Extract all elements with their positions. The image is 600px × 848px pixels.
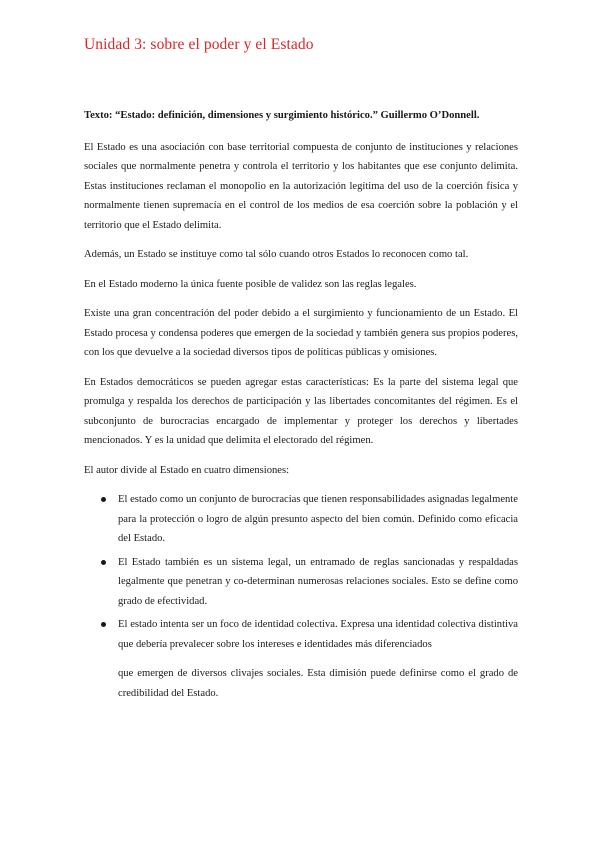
paragraph-recognition: Además, un Estado se instituye como tal sólo cuando otros Estados lo reconocen como tal. <box>84 249 469 260</box>
list-item-text: El estado como un conjunto de burocracias que tienen responsabilidades asignadas legalmente para la protección o logro de algún presunto aspecto del bien común. Definido como eficacia del Estado. <box>118 494 518 544</box>
paragraph-dimensions-intro: El autor divide al Estado en cuatro dimensiones: <box>84 464 290 476</box>
paragraph-definition: El Estado es una asociación con base territorial compuesta de conjunto de instituciones y relaciones sociales que normalmente penetra y controla el territorio y los habitantes que ese conjunto delimita. Estas instituciones reclaman el monopolio en la autorización legítima del uso de la coerción física y normalmente tienen supremacía en el control de los medios de esa coerción sobre la población y el territorio que el Estado delimita. <box>84 141 518 231</box>
list-item-text: El Estado también es un sistema legal, un entramado de reglas sancionadas y respaldadas legalmente que penetran y co-determinan numerosas relaciones sociales. Esto se define como grado de efectividad. <box>118 556 518 607</box>
bullet-icon <box>101 560 106 565</box>
list-item <box>84 490 518 549</box>
list-item <box>84 553 518 612</box>
paragraph-democratic: En Estados democráticos se pueden agregar estas características: Es la parte del sistema legal que promulga y respalda los derechos de participación y las libertades concomitantes del régimen. Es el subconjunto de burocracias encargado de implementar y proteger los derechos y libertades mencionados. Y es la unidad que delimita el electorado del régimen. <box>84 376 518 446</box>
document-body <box>84 106 518 713</box>
bullet-icon <box>101 497 106 502</box>
page-title: Unidad 3: sobre el poder y el Estado <box>84 36 314 53</box>
paragraph-power: Existe una gran concentración del poder debido a el surgimiento y funcionamiento de un Estado. El Estado procesa y condensa poderes que emergen de la sociedad y también genera sus propios poderes, con los que devuelve a la sociedad diversos tipos de políticas públicas y omisiones. <box>84 308 518 358</box>
list-item <box>84 615 518 654</box>
dimensions-list <box>84 490 518 654</box>
list-item-text: El estado intenta ser un foco de identidad colectiva. Expresa una identidad colectiva distintiva que debería prevalecer sobre los intereses e identidades más diferenciados <box>118 619 518 650</box>
bullet-icon <box>101 622 106 627</box>
list-continuation: que emergen de diversos clivajes sociales. Esta dimisión puede definirse como el grado de credibilidad del Estado. <box>118 668 518 699</box>
paragraph-legal-rules: En el Estado moderno la única fuente posible de validez son las reglas legales. <box>84 278 417 290</box>
text-subtitle: Texto: “Estado: definición, dimensiones y surgimiento histórico.” Guillermo O’Donnell. <box>84 110 480 121</box>
